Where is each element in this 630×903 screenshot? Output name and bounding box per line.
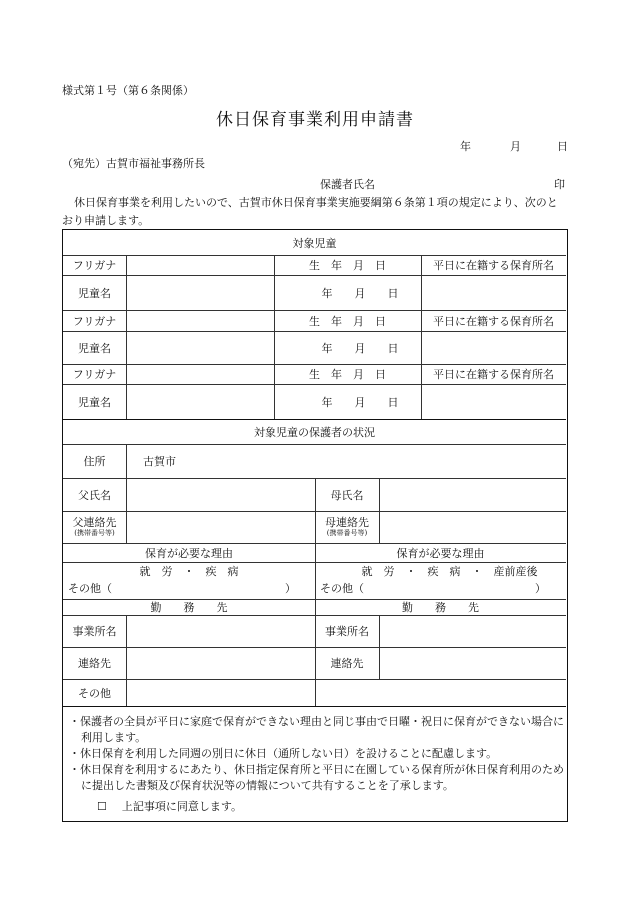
date-year-label: 年 <box>460 140 471 153</box>
address-input[interactable]: 古賀市 <box>143 455 176 468</box>
father-workplace-header: 勤 務 先 <box>150 601 228 614</box>
furigana-label: フリガナ <box>72 259 117 272</box>
nursery-label: 平日に在籍する保育所名 <box>433 368 554 381</box>
guardian-name-label: 保護者氏名 <box>320 178 375 191</box>
father-other-close: ） <box>285 582 296 595</box>
child-name-input-1[interactable] <box>126 275 274 310</box>
document-title: 休日保育事業利用申請書 <box>216 110 414 130</box>
mother-workplace-header: 勤 務 先 <box>402 601 479 614</box>
mother-other-label: その他（ <box>320 582 364 595</box>
seal-mark: 印 <box>554 178 565 191</box>
guardian-section-title: 対象児童の保護者の状況 <box>254 425 375 439</box>
father-reason-header: 保育が必要な理由 <box>145 546 233 560</box>
child-birthdate-input-2[interactable]: 年 月 日 <box>321 341 399 355</box>
notes-section <box>69 714 565 794</box>
birthdate-label: 生 年 月 日 <box>309 368 386 381</box>
form-number: 様式第１号（第６条関係） <box>62 84 194 97</box>
mother-name-label: 母氏名 <box>330 488 364 502</box>
phone-note: (携帯番号等) <box>326 528 368 537</box>
child-birthdate-input-3[interactable]: 年 月 日 <box>321 395 399 409</box>
mother-workplace-contact-label: 連絡先 <box>330 657 364 670</box>
mother-contact-input[interactable] <box>379 511 566 543</box>
mother-other-close: ） <box>535 582 546 595</box>
father-name-input[interactable] <box>126 478 315 511</box>
agreement-checkbox[interactable]: ☐ <box>97 800 107 813</box>
agreement-label: 上記事項に同意します。 <box>121 800 242 813</box>
nursery-label: 平日に在籍する保育所名 <box>433 259 554 272</box>
child-name-input-3[interactable] <box>126 384 274 419</box>
child-nursery-input-2[interactable] <box>421 331 566 364</box>
father-company-label: 事業所名 <box>72 625 117 638</box>
father-workplace-contact-label: 連絡先 <box>78 657 111 670</box>
father-contact-input[interactable] <box>126 511 315 543</box>
child-name-label: 児童名 <box>78 341 111 355</box>
father-reason-options[interactable]: 就 労 ・ 疾 病 <box>139 564 239 578</box>
note-item: ・保護者の全員が平日に家庭で保育ができない理由と同じ事由で日曜・祝日に保育ができない場合に利用します。 <box>69 715 564 744</box>
mother-company-label: 事業所名 <box>325 625 369 638</box>
birthdate-label: 生 年 月 日 <box>309 314 386 328</box>
furigana-label: フリガナ <box>72 368 117 381</box>
child-furigana-input-3[interactable] <box>126 364 274 384</box>
father-other-input[interactable] <box>123 579 283 597</box>
other-label: その他 <box>78 686 111 700</box>
phone-note: (携帯番号等) <box>74 528 115 537</box>
birthdate-label: 生 年 月 日 <box>309 259 386 272</box>
children-section-title: 対象児童 <box>292 236 337 250</box>
other-input[interactable] <box>126 679 566 706</box>
application-form-table <box>62 229 568 822</box>
father-contact-label: 父連絡先 <box>72 515 117 529</box>
note-item: ・休日保育を利用した同週の別日に休日（通所しない日）を設けることに配慮します。 <box>69 747 498 760</box>
child-name-label: 児童名 <box>78 395 111 409</box>
date-day-label: 日 <box>557 140 568 153</box>
mother-contact-label-cell <box>315 511 379 543</box>
child-furigana-input-1[interactable] <box>126 255 274 275</box>
note-item: ・休日保育を利用するにあたり、休日指定保育所と平日に在園している保育所が休日保育利用のために提出した書類及び保育状況等の情報について共有することを了承します。 <box>69 763 564 792</box>
agreement-row <box>97 798 242 814</box>
mother-reason-header: 保育が必要な理由 <box>396 546 485 560</box>
addressee: （宛先）古賀市福祉事務所長 <box>62 157 205 170</box>
child-nursery-input-1[interactable] <box>421 275 566 310</box>
father-company-input[interactable] <box>126 615 315 647</box>
mother-company-input[interactable] <box>379 615 566 647</box>
mother-contact-label: 母連絡先 <box>325 515 369 529</box>
mother-workplace-contact-input[interactable] <box>379 647 566 679</box>
furigana-label: フリガナ <box>72 314 117 328</box>
father-name-label: 父氏名 <box>78 488 111 502</box>
father-contact-label-cell <box>63 511 126 543</box>
father-workplace-contact-input[interactable] <box>126 647 315 679</box>
child-nursery-input-3[interactable] <box>421 384 566 419</box>
address-label: 住所 <box>83 455 106 468</box>
child-birthdate-input-1[interactable]: 年 月 日 <box>321 286 399 300</box>
date-month-label: 月 <box>510 140 521 153</box>
father-other-label: その他（ <box>68 582 112 595</box>
child-name-input-2[interactable] <box>126 331 274 364</box>
child-name-label: 児童名 <box>78 286 111 300</box>
nursery-label: 平日に在籍する保育所名 <box>433 314 554 328</box>
mother-other-input[interactable] <box>373 579 533 597</box>
mother-name-input[interactable] <box>379 478 566 511</box>
mother-reason-options[interactable]: 就 労 ・ 疾 病 ・ 産前産後 <box>361 564 538 578</box>
child-furigana-input-2[interactable] <box>126 310 274 331</box>
intro-text: 休日保育事業を利用したいので、古賀市休日保育事業実施要綱第６条第１項の規定により、次のとおり申請します。 <box>62 196 558 227</box>
